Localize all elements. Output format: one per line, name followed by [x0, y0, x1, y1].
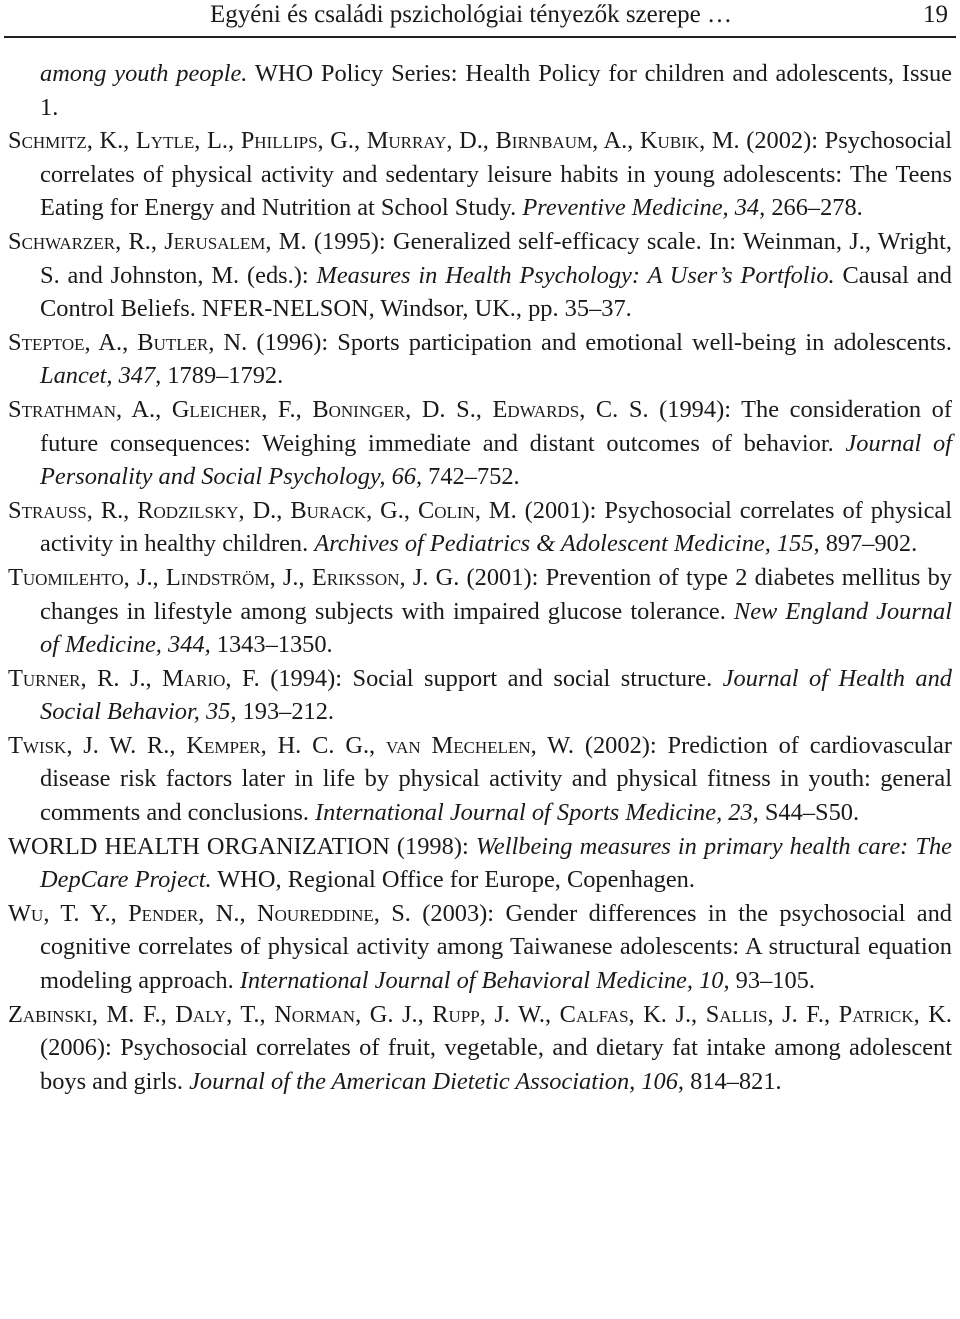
- reference-text: , K. J.,: [628, 1000, 706, 1028]
- page-number: 19: [923, 1, 948, 28]
- reference-text: , J. W.,: [479, 1000, 560, 1028]
- author-surname: Turner: [8, 664, 81, 692]
- reference-text: , J. G. (2001): Prevention of type 2 diabetes mellitus by changes in lifestyle among subjects with impaired glucose tolerance.: [40, 563, 953, 625]
- running-header: [0, 0, 960, 34]
- reference-entry: [8, 326, 952, 393]
- reference-text: , S. (2003): Gender differences in the psychosocial and cognitive correlates of physical activity among Taiwanese adolescents: A structural equation modeling approach.: [40, 899, 952, 995]
- reference-text: 897–902.: [819, 530, 918, 558]
- running-header-title: Egyéni és családi pszichológiai tényezők szerepe …: [210, 1, 733, 28]
- author-surname: Schmitz: [8, 127, 87, 155]
- source-title: New England Journal of Medicine, 344,: [40, 597, 952, 659]
- source-title: Wellbeing measures in primary health care: The DepCare Project.: [40, 832, 952, 894]
- reference-text: , T. Y.,: [43, 899, 129, 927]
- reference-entry: [8, 561, 952, 662]
- author-surname: Mario: [162, 664, 226, 692]
- author-surname: Phillips: [240, 127, 318, 155]
- author-surname: Patrick: [838, 1000, 914, 1028]
- reference-text: , A.,: [116, 395, 172, 423]
- reference-entry: [8, 998, 952, 1099]
- reference-text: Causal and Control Beliefs. NFER-NELSON, Windsor, UK., pp. 35–37.: [40, 261, 952, 323]
- reference-text: , M. (2002): Psychosocial correlates of physical activity and sedentary leisure habits in young adolescents: The Teens Eating for Energy and Nutrition at School Study.: [40, 127, 953, 222]
- author-surname: Tuomilehto: [8, 563, 124, 591]
- author-surname: Gleicher: [171, 395, 262, 423]
- reference-text: , A.,: [592, 127, 640, 155]
- reference-text: , F. (1994): Social support and social structure.: [225, 664, 723, 692]
- source-title: Journal of Health and Social Behavior, 35,: [40, 664, 952, 726]
- reference-text: , R.,: [86, 496, 138, 524]
- reference-text: , T.,: [226, 1000, 275, 1028]
- author-surname: van Mechelen: [386, 731, 531, 759]
- author-surname: Rodzilsky: [137, 496, 239, 524]
- author-surname: Daly: [175, 1000, 227, 1028]
- author-surname: Twisk: [8, 731, 67, 759]
- author-surname: Wu: [8, 899, 44, 927]
- reference-text: , L.,: [194, 127, 241, 155]
- reference-text: , A.,: [84, 328, 138, 356]
- reference-text: 1789–1792.: [161, 362, 284, 390]
- reference-text: , J. W. R.,: [66, 731, 187, 759]
- reference-text: 742–752.: [422, 463, 520, 491]
- reference-entry: [8, 225, 952, 326]
- author-surname: Butler: [137, 328, 209, 356]
- source-title: Journal of Personality and Social Psychology, 66,: [40, 429, 952, 491]
- author-surname: Kemper: [186, 731, 261, 759]
- author-surname: Zabinski: [8, 1000, 92, 1028]
- source-title: Preventive Medicine, 34,: [522, 194, 766, 222]
- reference-text: , G.,: [317, 127, 367, 155]
- reference-text: , M. (1995): Generalized self-efficacy scale. In: Weinman, J., Wright, S. and Johnston, M. (eds.):: [40, 227, 952, 289]
- author-surname: Noureddine: [256, 899, 374, 927]
- reference-continuation: [8, 57, 952, 124]
- reference-entry: [8, 494, 952, 561]
- author-surname: Calfas: [559, 1000, 629, 1028]
- reference-entry: [8, 124, 952, 225]
- source-title: Lancet, 347,: [40, 362, 162, 390]
- reference-text: , R.,: [115, 227, 165, 255]
- reference-text: WHO Policy Series: Health Policy for children and adolescents, Issue 1.: [40, 60, 953, 121]
- reference-text: , D. S.,: [405, 395, 493, 423]
- reference-text: , K. (2006): Psychosocial correlates of fruit, vegetable, and dietary fat intake among adolescent boys and girls.: [40, 1000, 952, 1095]
- author-surname: Strathman: [8, 395, 117, 423]
- source-title: International Journal of Sports Medicine, 23,: [315, 799, 759, 827]
- reference-text: WORLD HEALTH ORGANIZATION (1998):: [8, 832, 476, 860]
- reference-text: , N.,: [198, 899, 257, 927]
- author-surname: Rupp: [432, 1000, 480, 1028]
- author-surname: Strauss: [8, 496, 87, 524]
- source-title: among youth people.: [40, 60, 248, 87]
- reference-text: , H. C. G.,: [260, 731, 387, 759]
- reference-text: , M. F.,: [91, 1000, 176, 1028]
- header-rule: [4, 36, 956, 38]
- source-title: Archives of Pediatrics & Adolescent Medicine, 155,: [314, 530, 820, 558]
- author-surname: Birnbaum: [495, 127, 593, 155]
- reference-text: , G.,: [366, 496, 418, 524]
- reference-entry: [8, 897, 952, 998]
- reference-entry: [8, 662, 952, 729]
- reference-text: 814–821.: [684, 1067, 782, 1095]
- reference-text: , F.,: [261, 395, 313, 423]
- reference-text: , J. F.,: [767, 1000, 839, 1028]
- reference-text: , C. S. (1994): The consideration of future consequences: Weighing immediate and distant outcomes of behavior.: [40, 395, 952, 457]
- reference-text: , W. (2002): Prediction of cardiovascular disease risk factors later in life by physical activity and physical fitness in youth: general comments and conclusions.: [40, 731, 952, 827]
- source-title: International Journal of Behavioral Medicine, 10,: [239, 967, 730, 995]
- reference-text: 1343–1350.: [210, 631, 333, 659]
- author-surname: Jerusalem: [164, 227, 266, 255]
- author-surname: Norman: [274, 1000, 356, 1028]
- author-surname: Boninger: [312, 395, 406, 423]
- author-surname: Colin: [417, 496, 475, 524]
- reference-entry: [8, 830, 952, 897]
- author-surname: Lindström: [165, 563, 270, 591]
- author-surname: Lytle: [135, 127, 195, 155]
- reference-text: , R. J.,: [80, 664, 163, 692]
- author-surname: Sallis: [705, 1000, 768, 1028]
- reference-text: 266–278.: [765, 194, 863, 222]
- author-surname: Burack: [290, 496, 367, 524]
- reference-text: , M. (2001): Psychosocial correlates of physical activity in healthy children.: [40, 496, 952, 558]
- reference-text: WHO, Regional Office for Europe, Copenhagen.: [211, 866, 695, 894]
- reference-entry: [8, 393, 952, 494]
- reference-text: 193–212.: [236, 698, 335, 726]
- reference-entry: [8, 729, 952, 830]
- reference-text: S44–S50.: [758, 799, 860, 827]
- source-title: Journal of the American Dietetic Association, 106,: [189, 1067, 685, 1095]
- author-surname: Schwarzer: [8, 227, 116, 255]
- author-surname: Steptoe: [8, 328, 85, 356]
- reference-text: , D.,: [238, 496, 291, 524]
- reference-text: , G. J.,: [355, 1000, 433, 1028]
- reference-text: , J.,: [123, 563, 166, 591]
- reference-text: , K.,: [86, 127, 136, 155]
- reference-text: , D.,: [446, 127, 496, 155]
- author-surname: Kubik: [639, 127, 700, 155]
- reference-list: [8, 57, 952, 1098]
- author-surname: Edwards: [492, 395, 580, 423]
- reference-text: , J.,: [269, 563, 312, 591]
- reference-text: 93–105.: [729, 967, 815, 995]
- author-surname: Pender: [128, 899, 199, 927]
- author-surname: Murray: [366, 127, 447, 155]
- reference-text: , N. (1996): Sports participation and emotional well-being in adolescents.: [208, 328, 952, 356]
- source-title: Measures in Health Psychology: A User’s Portfolio.: [316, 261, 835, 289]
- author-surname: Eriksson: [311, 563, 400, 591]
